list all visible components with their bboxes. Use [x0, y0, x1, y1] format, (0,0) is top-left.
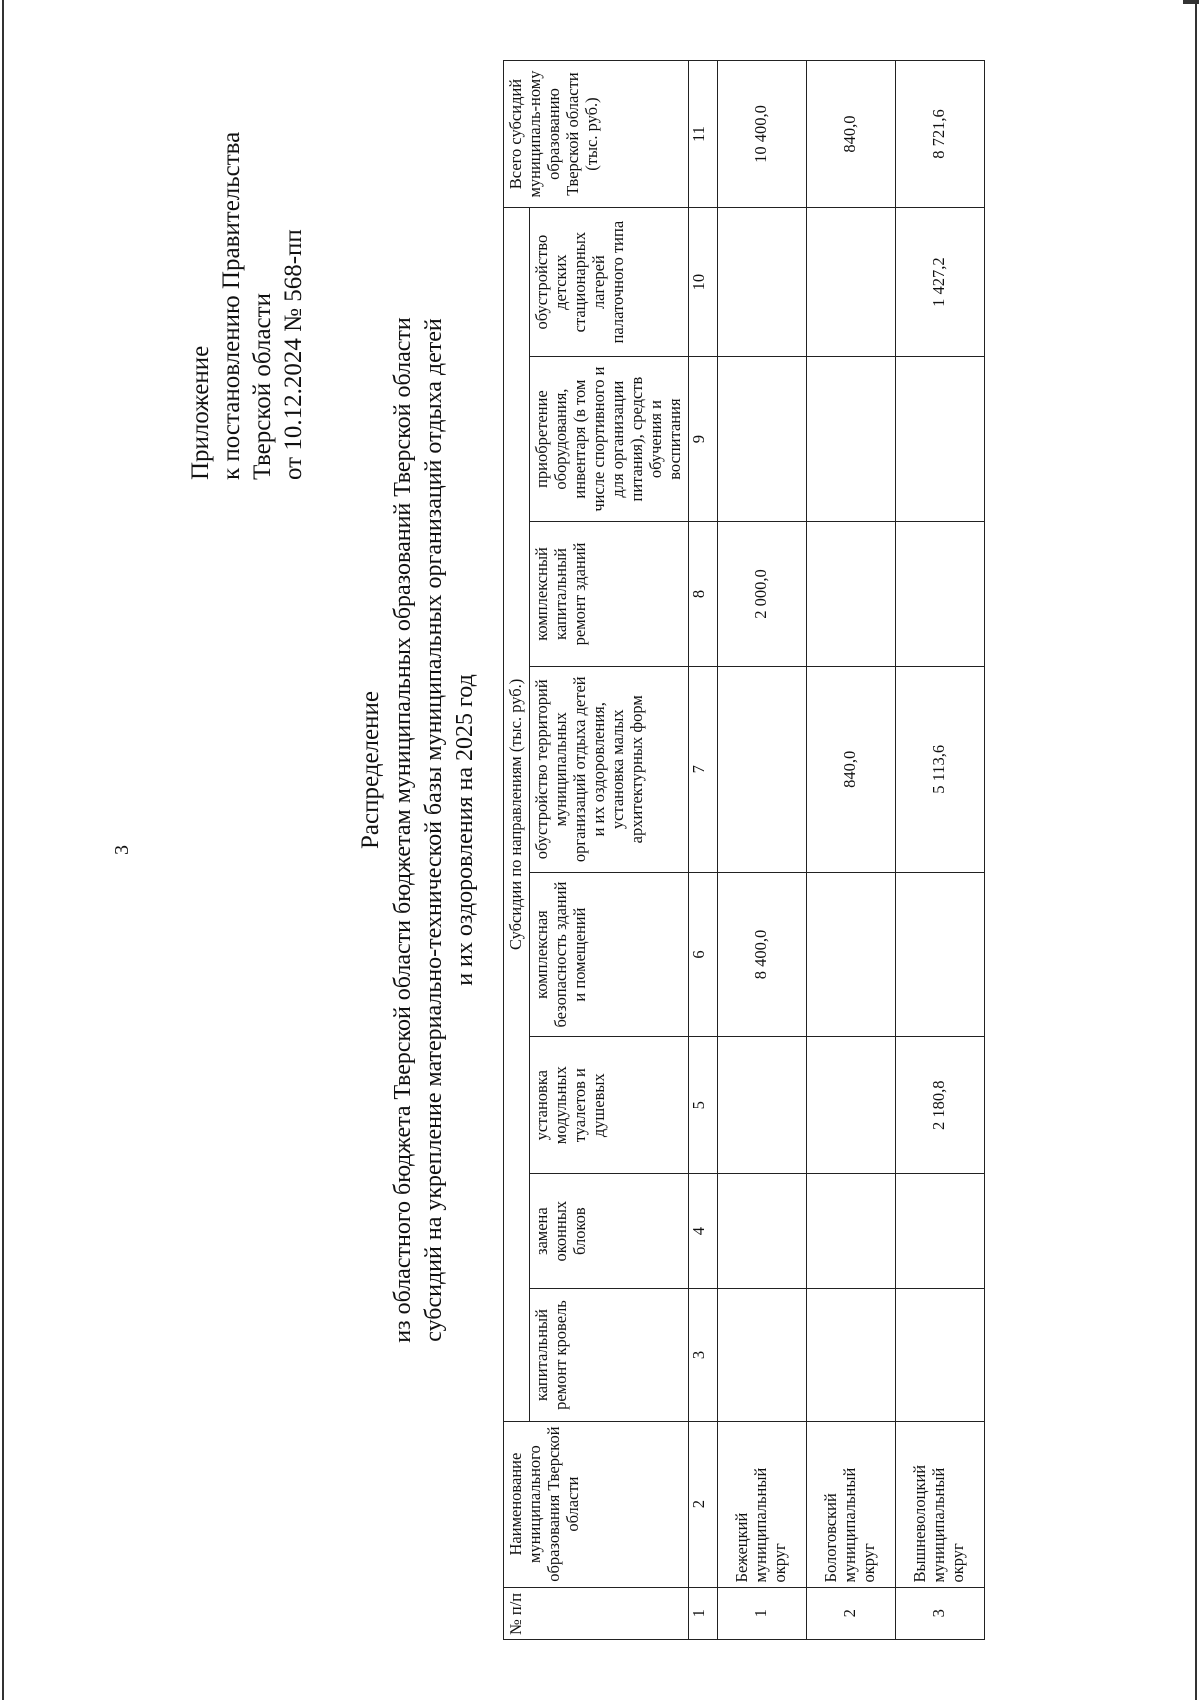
column-index: 11 — [688, 61, 717, 208]
row-num: 1 — [717, 1587, 806, 1639]
cell-capital-repair — [806, 522, 895, 667]
document-subtitle — [388, 80, 481, 1580]
cell-territory-improvement: 840,0 — [806, 666, 895, 872]
subtitle-line: субсидий на укрепление материально-технической базы муниципальных организаций отдыха детей — [421, 318, 447, 1342]
column-index: 9 — [688, 357, 717, 522]
cell-roof-repair — [717, 1289, 806, 1421]
cell-equipment — [806, 357, 895, 522]
column-index: 3 — [688, 1289, 717, 1421]
table-row — [806, 61, 895, 1640]
column-index: 7 — [688, 666, 717, 872]
cell-roof-repair — [806, 1289, 895, 1421]
column-index-row — [688, 61, 717, 1640]
cell-building-safety: 8 400,0 — [717, 872, 806, 1037]
cell-territory-improvement: 5 113,6 — [895, 666, 984, 872]
cell-roof-repair — [895, 1289, 984, 1421]
appendix-line: Приложение — [187, 345, 214, 480]
header-num: № п/п — [504, 1587, 689, 1639]
column-index: 1 — [688, 1587, 717, 1639]
column-index: 8 — [688, 522, 717, 667]
cell-tent-camps: 1 427,2 — [895, 208, 984, 357]
appendix-block — [185, 132, 309, 480]
row-municipality: Бежецкий муниципальный округ — [717, 1421, 806, 1587]
header-roof-repair: капитальный ремонт кровель — [529, 1289, 688, 1421]
header-territory-improvement: обустройство территорий муниципальных организаций отдыха детей и их оздоровления, установка малых архитектурных форм — [529, 666, 688, 872]
cell-equipment — [895, 357, 984, 522]
table-header-row — [504, 61, 530, 1640]
header-window-replacement: замена оконных блоков — [529, 1173, 688, 1288]
page-number: 3 — [111, 845, 133, 855]
cell-modular-toilets: 2 180,8 — [895, 1037, 984, 1173]
appendix-line: к постановлению Правительства — [218, 131, 245, 480]
subtitle-line: и их оздоровления на 2025 год — [452, 674, 478, 986]
column-index: 5 — [688, 1037, 717, 1173]
cell-tent-camps — [717, 208, 806, 357]
row-municipality: Бологовский муниципальный округ — [806, 1421, 895, 1587]
header-building-safety: комплексная безопасность зданий и помещений — [529, 872, 688, 1037]
header-modular-toilets: установка модульных туалетов и душевых — [529, 1037, 688, 1173]
cell-window-replacement — [717, 1173, 806, 1288]
header-total: Всего субсидий муниципаль-ному образованию Тверской области (тыс. руб.) — [504, 61, 689, 208]
table-row — [717, 61, 806, 1640]
appendix-line: от 10.12.2024 № 568-пп — [280, 229, 307, 480]
row-num: 3 — [895, 1587, 984, 1639]
cell-total: 840,0 — [806, 61, 895, 208]
row-municipality: Вышневолоцкий муниципальный округ — [895, 1421, 984, 1587]
appendix-line: Тверской области — [249, 293, 276, 480]
cell-territory-improvement — [717, 666, 806, 872]
column-index: 6 — [688, 872, 717, 1037]
header-name: Наименование муниципального образования Тверской области — [504, 1421, 689, 1587]
cell-window-replacement — [806, 1173, 895, 1288]
document-title: Распределение — [357, 691, 384, 849]
cell-building-safety — [895, 872, 984, 1037]
row-num: 2 — [806, 1587, 895, 1639]
subtitle-line: из областного бюджета Тверской области бюджетам муниципальных образований Тверской области — [390, 317, 416, 1343]
cell-total: 10 400,0 — [717, 61, 806, 208]
header-capital-repair: комплексный капитальный ремонт зданий — [529, 522, 688, 667]
subsidy-table — [503, 60, 985, 1640]
cell-building-safety — [806, 872, 895, 1037]
header-equipment: приобретение оборудования, инвентаря (в том числе спортивного и для организации питания), средств обучения и воспитания — [529, 357, 688, 522]
column-index: 10 — [688, 208, 717, 357]
cell-modular-toilets — [806, 1037, 895, 1173]
cell-equipment — [717, 357, 806, 522]
cell-capital-repair — [895, 522, 984, 667]
header-group: Субсидии по направлениям (тыс. руб.) — [504, 208, 530, 1422]
cell-tent-camps — [806, 208, 895, 357]
header-tent-camps: обустройство детских стационарных лагерей палаточного типа — [529, 208, 688, 357]
table-row — [895, 61, 984, 1640]
cell-window-replacement — [895, 1173, 984, 1288]
cell-capital-repair: 2 000,0 — [717, 522, 806, 667]
column-index: 2 — [688, 1421, 717, 1587]
table-subheader-row — [529, 61, 688, 1640]
column-index: 4 — [688, 1173, 717, 1288]
cell-total: 8 721,6 — [895, 61, 984, 208]
cell-modular-toilets — [717, 1037, 806, 1173]
